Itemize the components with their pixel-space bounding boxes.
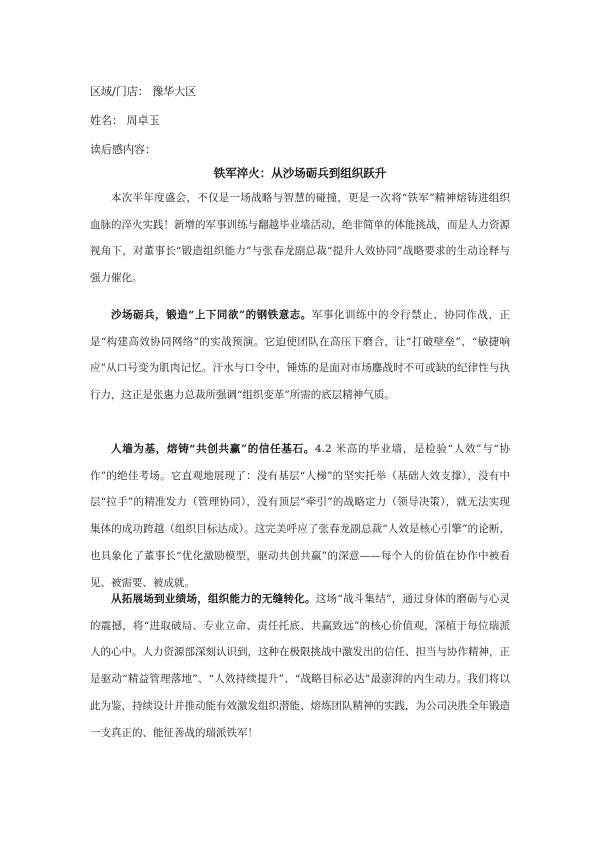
- paragraph-lead: 从拓展场到业绩场，组织能力的无缝转化。: [111, 593, 316, 605]
- paragraph-body: 这场“战斗集结”，通过身体的磨砺与心灵的震撼，将“进取破局、专业立命、责任托底、共赢致远”的核心价值观，深植于每位瑞派人的心中。人力资源部深刻认识到，这种在极限挑战中激发出的信任、担当与协作精神，正是驱动“精益管理落地”、“人效持续提升”、“战略目标必达”最澎湃的内生动力。我们将以此为鉴，持续设计并推动能有效激发组织潜能、熔炼团队精神的实践，为公司决胜全年锻造一支真正的、能征善战的瑞派铁军！: [90, 593, 510, 739]
- essay-paragraph-intro: [90, 185, 510, 292]
- essay-paragraph-training: [90, 302, 510, 409]
- essay-title: 铁军淬火：从沙场砺兵到组织跃升: [213, 166, 387, 180]
- paragraph-lead: 人墙为基，熔铸“共创共赢”的信任基石。: [111, 443, 315, 455]
- essay-paragraph-wall: [90, 436, 510, 596]
- paragraph-body: 本次半年度盛会，不仅是一场战略与智慧的碰撞，更是一次将“铁军”精神熔铸进组织血脉的淬火实践！新增的军事训练与翻越毕业墙活动，绝非简单的体能挑战，而是人力资源视角下，对董事长“锻造组织能力”与张春龙副总裁“提升人效协同”战略要求的生动诠释与强力催化。: [90, 192, 510, 285]
- name-line: 姓名： 周卓玉: [90, 114, 160, 127]
- region-store-line: 区域/门店： 豫华大区: [90, 85, 197, 98]
- paragraph-lead: 沙场砺兵，锻造“上下同欲”的钢铁意志。: [111, 309, 312, 321]
- essay-paragraph-conclusion: [90, 586, 510, 746]
- content-label: 读后感内容：: [90, 143, 156, 156]
- paragraph-body: 军事化训练中的令行禁止、协同作战，正是“构建高效协同网络”的实战预演。它迫使团队在高压下磨合，让“打破壁垒”、“敏捷响应”从口号变为肌肉记忆。汗水与口令中，锤炼的是面对市场鏖战时不可或缺的纪律性与执行力，这正是张惠力总裁所强调“组织变革”所需的底层精神气质。: [90, 309, 510, 402]
- paragraph-body: 4.2 米高的毕业墙，是检验“人效”与“协作”的绝佳考场。它直观地展现了：没有基层“人梯”的坚实托举（基础人效支撑），没有中层“拉手”的精准发力（管理协同），没有顶层“牵引”的战略定力（领导决策），就无法实现集体的成功跨越（组织目标达成）。这完美呼应了张春龙副总裁“人效是核心引擎”的论断，也具象化了董事长“优化激励模型，驱动共创共赢”的深意——每个人的价值在协作中被看见、被需要、被成就。: [90, 443, 510, 589]
